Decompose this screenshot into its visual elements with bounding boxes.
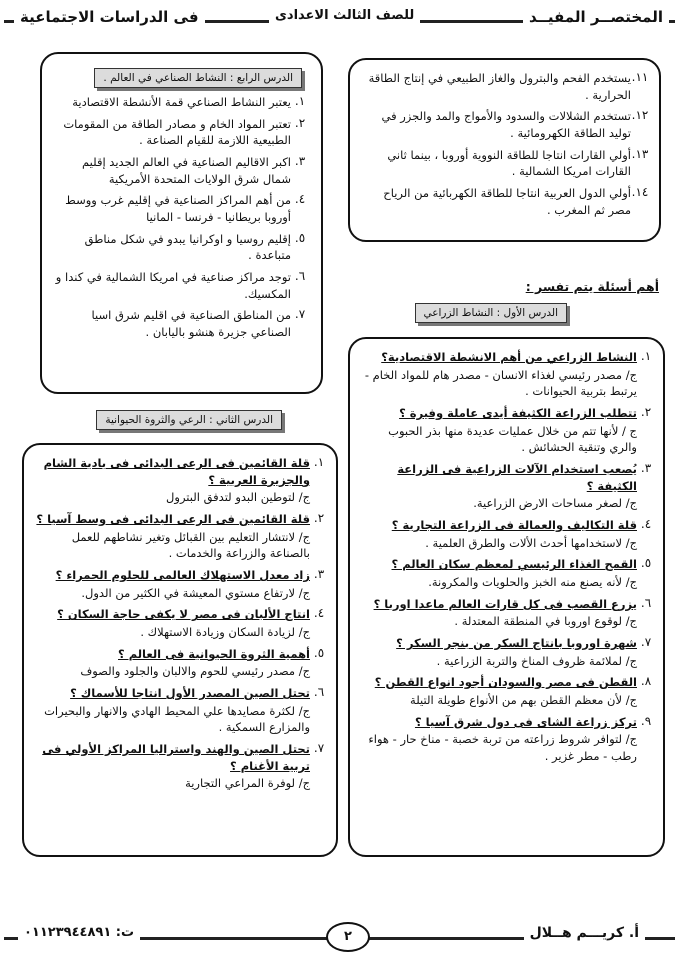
item-number: ٤. <box>294 192 306 207</box>
question-item <box>360 349 655 400</box>
question-text: زاد معدل الاستهلاك العالمى للحلوم الحمراء ؟ <box>55 568 310 583</box>
lesson1-box <box>348 337 665 857</box>
answer-text: ج/ لوقوع اوروبا في المنطقة المعتدلة . <box>454 614 637 629</box>
answer-text: ج/ لزيادة السكان وزيادة الاستهلاك . <box>140 625 310 640</box>
question-text: القمح الغذاء الرئيسي لمعظم سكان العالم ؟ <box>391 557 637 572</box>
header-title: المختصــر المفيــد <box>523 8 669 26</box>
question-number: ٣. <box>640 461 652 476</box>
question-number: ١. <box>640 349 652 363</box>
question-number: ٩. <box>640 713 652 728</box>
question-number: ٨. <box>640 674 652 689</box>
list-item <box>52 307 309 340</box>
answer-text: ج/ لوفرة المراعي التجارية <box>185 776 310 791</box>
question-number: ٦. <box>313 685 325 700</box>
question-item <box>34 511 328 562</box>
header-subject: فى الدراسات الاجتماعية <box>14 8 205 26</box>
question-item <box>34 606 328 640</box>
item-text: يستخدم الفحم والبترول والغاز الطبيعي في إنتاج الطاقة الحرارية . <box>368 71 631 102</box>
answer-text: ج/ لارتفاع مستوي المعيشة في الكثير من الدول. <box>81 585 310 600</box>
lesson2-list <box>34 455 328 792</box>
list-item <box>362 185 649 218</box>
question-number: ٧. <box>313 741 325 756</box>
item-number: ٢. <box>294 115 306 130</box>
item-text: توجد مراكز صناعية في امريكا الشمالية في كندا و المكسيك. <box>55 270 291 301</box>
answer-text: ج/ مصدر رئيسي للحوم والالبان والجلود والصوف <box>80 664 310 679</box>
item-number: ٧. <box>294 307 306 322</box>
answer-text: ج/ لأنه يصنع منه الخبز والحلويات والمكرونة. <box>428 575 637 590</box>
question-item <box>34 455 328 506</box>
list-item <box>52 192 309 225</box>
answer-text: ج/ لانتشار التعليم بين القبائل وتغير نشاطهم للعمل بالصناعة والزراعة والخدمات . <box>71 529 310 561</box>
question-text: شهرة اوروبا بانتاج السكر من بنجر السكر ؟ <box>396 636 637 651</box>
question-text: انتاج الألبان فى مصر لا يكفى حاجة السكان ؟ <box>57 607 310 622</box>
list-item <box>52 94 309 111</box>
item-text: أولي الدول العربية انتاجا للطاقة الكهربائية من الرياح مصر ثم المغرب . <box>383 186 631 217</box>
question-item <box>360 674 655 708</box>
item-text: من المناطق الصناعية في اقليم شرق اسيا الصناعي جزيرة هنشو باليابان . <box>91 308 291 340</box>
answer-text: ج/ لتوافر شروط زراعته من تربة خصبة - مناخ حار - هواء رطب - مطر غزير . <box>368 732 637 764</box>
question-item <box>360 596 655 630</box>
answer-text: ج/ مصدر رئيسي لغذاء الانسان - مصدر هام للمواد الخام - يرتبط بتربية الحيوانات . <box>364 367 637 399</box>
item-text: تعتبر المواد الخام و مصادر الطاقة من المقومات الطبيعية اللازمة للقيام الصناعة . <box>63 116 291 148</box>
question-item <box>34 741 328 792</box>
question-number: ٤. <box>313 606 325 621</box>
item-number: ٥. <box>294 230 306 245</box>
question-item <box>34 646 328 680</box>
question-text: النشاط الزراعي من أهم الانشطة الاقتصادية؟ <box>381 350 637 364</box>
item-number: ١. <box>294 94 306 108</box>
question-item <box>360 405 655 456</box>
item-text: تستخدم الشلالات والسدود والأمواج والمد والجزر في توليد الطاقة الكهرومائية . <box>381 109 631 141</box>
list-item <box>52 231 309 264</box>
question-text: يُصعب استخدام الآلات الزراعية فى الزراعة الكثيفة ؟ <box>397 462 637 493</box>
question-number: ٢. <box>640 405 652 420</box>
page-number: ٢ <box>326 922 370 952</box>
question-text: تحتل الصين المصدر الأول انتاجا للأسماك ؟ <box>70 686 310 701</box>
question-text: قلة القائمين فى الرعى البدائى فى بادية الشام والجزيرة العربية ؟ <box>43 456 310 487</box>
item-number: ١٤. <box>631 185 649 200</box>
list-item <box>362 108 649 141</box>
question-text: يزرع القصب فى كل قارات العالم ماعدا اوربا ؟ <box>373 596 637 611</box>
question-item <box>360 461 655 512</box>
item-text: أولي القارات انتاجا للطاقة النووية أوروبا ، بينما ثاني القارات امريكا الشمالية . <box>387 147 631 179</box>
question-number: ٥. <box>640 556 652 571</box>
question-item <box>360 714 655 765</box>
question-number: ٢. <box>313 511 325 526</box>
lesson1-list <box>360 349 655 765</box>
item-text: إقليم روسيا و اوكرانيا يبدو في شكل مناطق متباعدة . <box>84 231 291 263</box>
answer-text: ج / لأنها تتم من خلال عمليات عديدة منها بذر الحبوب والري وتنقية الحشائش . <box>388 423 637 455</box>
question-number: ٧. <box>640 635 652 650</box>
answer-text: ج/ لتوطين البدو لتدفق البترول <box>166 490 310 505</box>
item-number: ٣. <box>294 154 306 169</box>
item-number: ١٢. <box>631 108 649 123</box>
question-item <box>34 685 328 736</box>
question-number: ٤. <box>640 517 652 532</box>
item-number: ١٣. <box>631 146 649 161</box>
question-item <box>34 567 328 601</box>
header-grade: للصف الثالث الاعدادى <box>269 8 420 23</box>
question-text: القطن فى مصر والسودان أجود انواع القطن ؟ <box>374 675 637 690</box>
energy-box <box>348 58 661 242</box>
question-text: أهمية الثروة الحيوانية فى العالم ؟ <box>118 646 310 661</box>
page-footer <box>4 922 675 954</box>
list-item <box>52 154 309 187</box>
question-number: ٥. <box>313 645 325 660</box>
question-item <box>360 517 655 551</box>
question-number: ١. <box>313 455 325 469</box>
lesson1-title: الدرس الأول : النشاط الزراعي <box>415 303 568 323</box>
question-item <box>360 635 655 669</box>
author-name: أ. كريـــم هــلال <box>524 925 645 941</box>
question-item <box>360 556 655 590</box>
question-text: تركز زراعة الشاى فى دول شرق آسيا ؟ <box>414 714 637 729</box>
list-item <box>52 269 309 302</box>
phone-number: ت: ٠١١٢٣٩٤٤٨٩١ <box>18 925 140 940</box>
answer-text: ج/ لصغر مساحات الارض الزراعية. <box>473 496 637 511</box>
item-number: ٦. <box>294 269 306 284</box>
question-text: قلة التكاليف والعمالة فى الزراعة التجارية ؟ <box>391 518 637 533</box>
question-number: ٣. <box>313 567 325 582</box>
question-text: تتطلب الزراعة الكثيفة أيدى عاملة وفيرة ؟ <box>399 406 637 421</box>
item-text: اكبر الاقاليم الصناعية في العالم الجديد إقليم شمال شرق الولايات المتحدة الأمريكية <box>82 155 291 186</box>
list-item <box>362 147 649 180</box>
question-text: قلة القائمين فى الرعى البدائى فى وسط آسيا ؟ <box>36 512 310 527</box>
question-text: تحتل الصين والهند واستراليا المراكز الأولي فى تربية الأغنام ؟ <box>42 742 310 773</box>
energy-list <box>362 70 649 218</box>
lesson2-title: الدرس الثاني : الرعي والثروة الحيوانية <box>96 410 282 430</box>
lesson2-box <box>22 443 338 857</box>
item-text: يعتبر النشاط الصناعي قمة الأنشطة الاقتصادية <box>72 95 291 109</box>
question-number: ٦. <box>640 595 652 610</box>
item-number: ١١. <box>631 70 649 84</box>
lesson4-list <box>52 94 309 341</box>
answer-text: ج/ لملائمة ظروف المناخ والتربة الزراعية . <box>436 653 637 668</box>
answer-text: ج/ لاستخدامها أحدث الألات والطرق العلمية . <box>425 535 637 550</box>
list-item <box>362 70 649 103</box>
page-header <box>4 6 675 36</box>
lesson4-box <box>40 52 323 394</box>
answer-text: ج/ لكثرة مصايدها علي المحيط الهادي والانهار والبحيرات والمزارع السمكية . <box>44 703 310 735</box>
section-title: أهم أسئلة يتم تفسر : <box>525 279 659 294</box>
list-item <box>52 116 309 149</box>
lesson4-title: الدرس الرابع : النشاط الصناعي في العالم . <box>94 68 302 88</box>
answer-text: ج/ لأن معظم القطن بهم من الأنواع طويلة التيلة <box>410 693 637 708</box>
item-text: من أهم المراكز الصناعية في إقليم غرب ووسط أوروبا بريطانيا - فرنسا - المانيا <box>65 193 291 225</box>
